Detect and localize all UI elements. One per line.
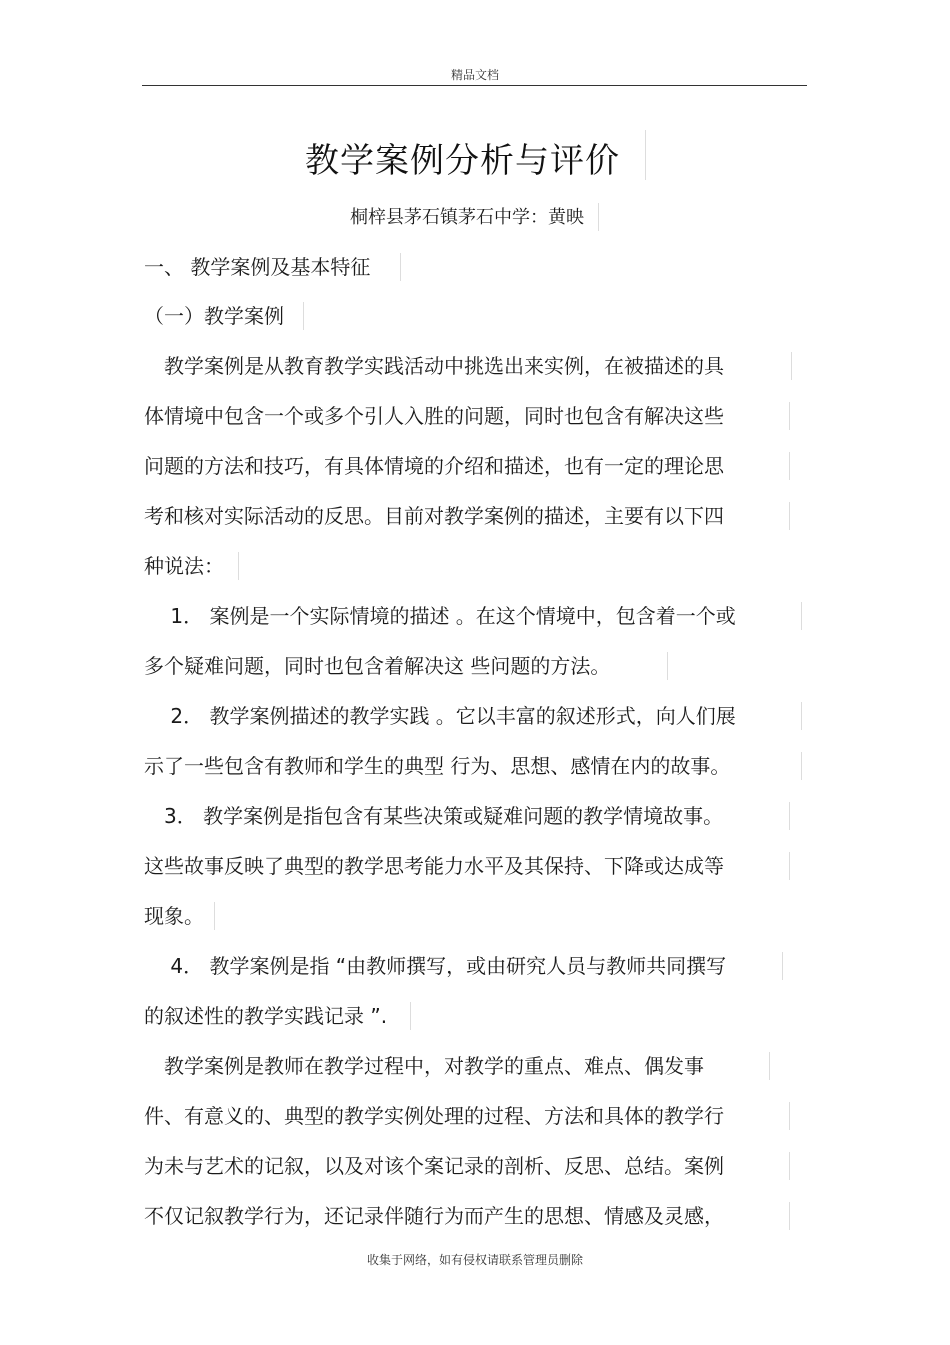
header-rule: [142, 85, 807, 86]
text-box-edge: [214, 902, 215, 930]
text-box-edge: [789, 1202, 790, 1230]
footer-note: 收集于网络，如有侵权请联系管理员删除: [366, 1253, 583, 1267]
text-box-edge: [801, 602, 802, 630]
text-box-edge: [801, 702, 802, 730]
paragraph-line: 为未与艺术的记叙，以及对该个案记录的剖析、反思、总结。案例: [144, 1154, 724, 1178]
text-box-edge: [789, 802, 790, 830]
text-box-edge: [789, 1102, 790, 1130]
paragraph-line: 教学案例是从教育教学实践活动中挑选出来实例，在被描述的具: [144, 354, 724, 378]
text-box-edge: [645, 130, 646, 180]
document-title: 教学案例分析与评价: [305, 141, 620, 181]
list-item-line: 现象。: [144, 904, 204, 928]
section-heading: 一、 教学案例及基本特征: [144, 255, 371, 279]
text-box-edge: [789, 852, 790, 880]
list-item-line: 3． 教学案例是指包含有某些决策或疑难问题的教学情境故事。: [144, 804, 724, 828]
paragraph-line: 件、有意义的、典型的教学实例处理的过程、方法和具体的教学行: [144, 1104, 724, 1128]
paragraph-line: 考和核对实际活动的反思。目前对教学案例的描述，主要有以下四: [144, 504, 724, 528]
paragraph-line: 种说法：: [144, 554, 224, 578]
list-item-line: 的叙述性的教学实践记录 ”.: [144, 1004, 388, 1028]
text-box-edge: [791, 352, 792, 380]
list-item-line: 2． 教学案例描述的教学实践 。它以丰富的叙述形式，向人们展: [144, 704, 736, 728]
text-box-edge: [400, 253, 401, 281]
text-box-edge: [238, 552, 239, 580]
text-box-edge: [789, 1152, 790, 1180]
list-item-line: 4． 教学案例是指 “由教师撰写，或由研究人员与教师共同撰写: [144, 954, 727, 978]
subsection-heading: （一）教学案例: [144, 304, 284, 328]
list-item-line: 多个疑难问题，同时也包含着解决这 些问题的方法。: [144, 654, 611, 678]
header-label: 精品文档: [450, 68, 499, 82]
text-box-edge: [769, 1052, 770, 1080]
list-item-line: 这些故事反映了典型的教学思考能力水平及其保持、下降或达成等: [144, 854, 724, 878]
text-box-edge: [789, 402, 790, 430]
paragraph-line: 教学案例是教师在教学过程中，对教学的重点、难点、偶发事: [144, 1054, 704, 1078]
text-box-edge: [789, 452, 790, 480]
text-box-edge: [410, 1002, 411, 1030]
list-item-line: 示了一些包含有教师和学生的典型 行为、思想、感情在内的故事。: [144, 754, 731, 778]
text-box-edge: [598, 203, 599, 231]
paragraph-line: 体情境中包含一个或多个引人入胜的问题，同时也包含有解决这些: [144, 404, 724, 428]
paragraph-line: 问题的方法和技巧，有具体情境的介绍和描述，也有一定的理论思: [144, 454, 724, 478]
author-line: 桐梓县茅石镇茅石中学：黄映: [350, 207, 584, 228]
text-box-edge: [801, 752, 802, 780]
text-box-edge: [782, 952, 783, 980]
paragraph-line: 不仅记叙教学行为，还记录伴随行为而产生的思想、情感及灵感，: [144, 1204, 724, 1228]
list-item-line: 1． 案例是一个实际情境的描述 。在这个情境中，包含着一个或: [144, 604, 736, 628]
text-box-edge: [667, 652, 668, 680]
text-box-edge: [789, 502, 790, 530]
text-box-edge: [303, 302, 304, 330]
